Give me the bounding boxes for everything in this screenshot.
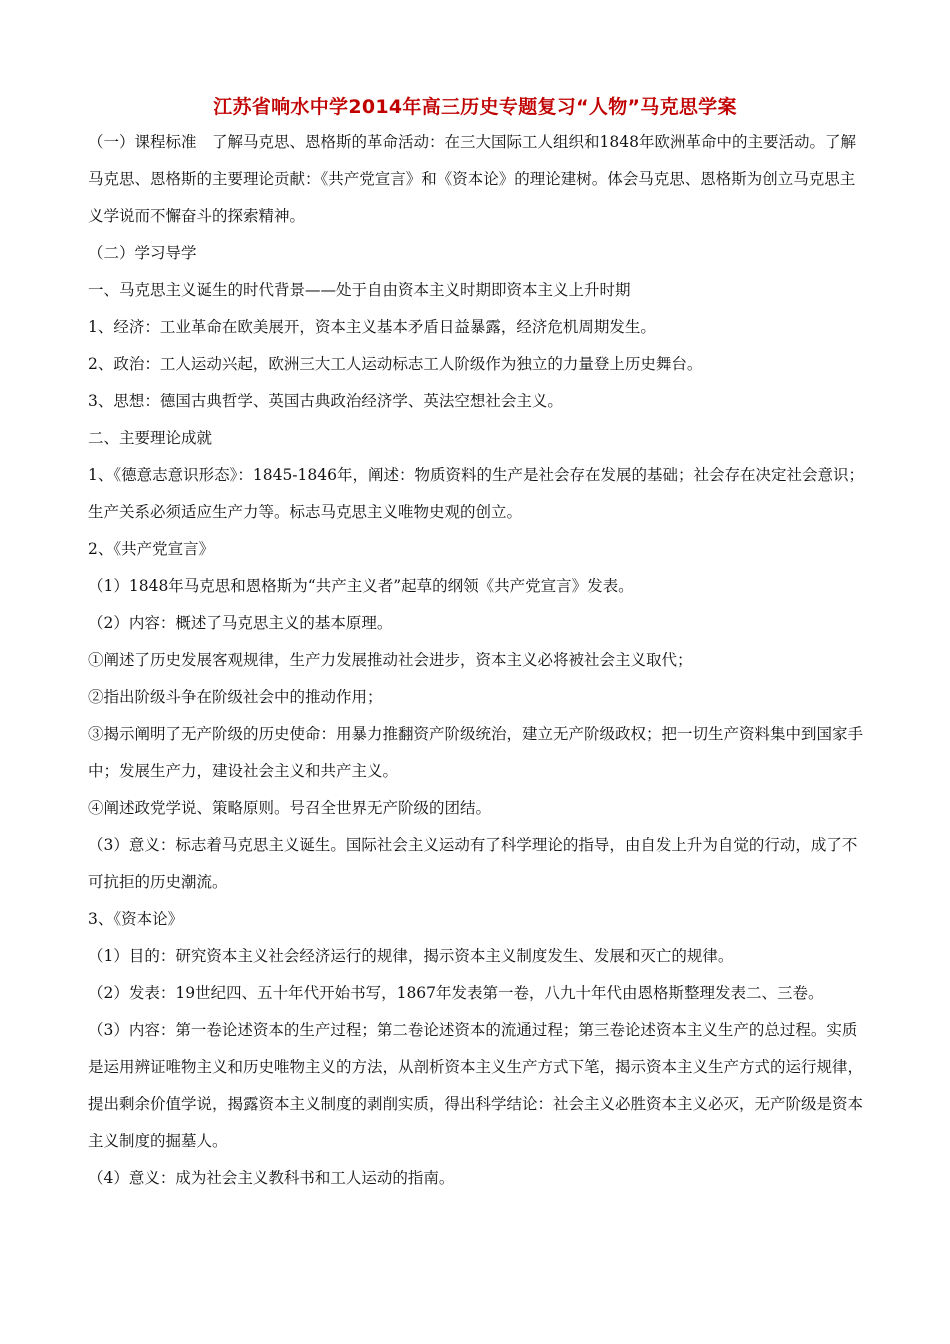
paragraph-manifesto-significance: （3）意义：标志着马克思主义诞生。国际社会主义运动有了科学理论的指导，由自发上升为自觉的行动，成了不可抗拒的历史潮流。 [88, 836, 858, 891]
paragraph-german-ideology: 1、《德意志意识形态》：1845-1846年，阐述：物质资料的生产是社会存在发展的基础；社会存在决定社会意识；生产关系必须适应生产力等。标志马克思主义唯物史观的创立。 [88, 466, 864, 521]
paragraph-politics: 2、政治：工人运动兴起，欧洲三大工人运动标志工人阶级作为独立的力量登上历史舞台。 [88, 355, 703, 373]
paragraph-thought: 3、思想：德国古典哲学、英国古典政治经济学、英法空想社会主义。 [88, 392, 563, 410]
paragraph-capital-significance: （4）意义：成为社会主义教科书和工人运动的指南。 [88, 1169, 455, 1187]
paragraph-section-one-heading: 一、马克思主义诞生的时代背景——处于自由资本主义时期即资本主义上升时期 [88, 281, 631, 299]
paragraph-manifesto-point-1: ①阐述了历史发展客观规律，生产力发展推动社会进步，资本主义必将被社会主义取代； [88, 651, 693, 669]
paragraph-section-two-heading: 二、主要理论成就 [88, 429, 213, 447]
paragraph-manifesto-point-2: ②指出阶级斗争在阶级社会中的推动作用； [88, 688, 383, 706]
document-title: 江苏省响水中学2014年高三历史专题复习“人物”马克思学案 [213, 96, 737, 118]
paragraph-capital-content: （3）内容：第一卷论述资本的生产过程；第二卷论述资本的流通过程；第三卷论述资本主义生产的总过程。实质是运用辨证唯物主义和历史唯物主义的方法，从剖析资本主义生产方式下笔，揭示资本主义生产方式的运行规律，提出剩余价值学说，揭露资本主义制度的剥削实质，得出科学结论：社会主义必胜资本主义必灭，无产阶级是资本主义制度的掘墓人。 [88, 1021, 864, 1150]
paragraph-learning-guide: （二）学习导学 [88, 244, 197, 262]
paragraph-manifesto-heading: 2、《共产党宣言》 [88, 540, 215, 558]
paragraph-economy: 1、经济：工业革命在欧美展开，资本主义基本矛盾日益暴露，经济危机周期发生。 [88, 318, 656, 336]
paragraph-manifesto-point-4: ④阐述政党学说、策略原则。号召全世界无产阶级的团结。 [88, 799, 492, 817]
paragraph-capital-purpose: （1）目的：研究资本主义社会经济运行的规律，揭示资本主义制度发生、发展和灭亡的规律。 [88, 947, 734, 965]
paragraph-curriculum-standard: （一）课程标准 了解马克思、恩格斯的革命活动：在三大国际工人组织和1848年欧洲革命中的主要活动。了解马克思、恩格斯的主要理论贡献：《共产党宣言》和《资本论》的理论建树。体会马克思、恩格斯为创立马克思主义学说而不懈奋斗的探索精神。 [88, 133, 856, 225]
document-body [88, 124, 868, 1197]
paragraph-capital-heading: 3、《资本论》 [88, 910, 184, 928]
paragraph-capital-publication: （2）发表：19世纪四、五十年代开始书写，1867年发表第一卷，八九十年代由恩格斯整理发表二、三卷。 [88, 984, 824, 1002]
paragraph-manifesto-publication: （1）1848年马克思和恩格斯为“共产主义者”起草的纲领《共产党宣言》发表。 [88, 577, 634, 595]
paragraph-manifesto-point-3: ③揭示阐明了无产阶级的历史使命：用暴力推翻资产阶级统治，建立无产阶级政权；把一切生产资料集中到国家手中；发展生产力，建设社会主义和共产主义。 [88, 725, 864, 780]
paragraph-manifesto-content: （2）内容：概述了马克思主义的基本原理。 [88, 614, 393, 632]
